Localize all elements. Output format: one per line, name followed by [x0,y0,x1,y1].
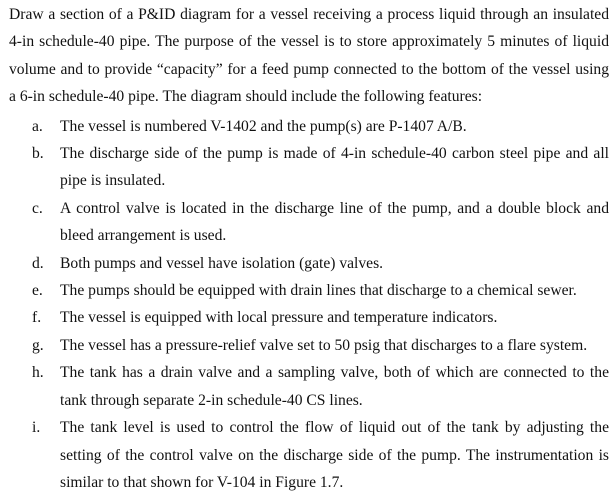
item-marker: f. [32,309,42,327]
item-line: bleed arrangement is used. [60,227,227,245]
feature-item-g [9,332,609,359]
feature-item-f [9,304,609,331]
item-line: setting of the control valve on the discharge side of the pump. The instrumentation is [60,446,609,464]
intro-line: volume and to provide “capacity” for a feed pump connected to the bottom of the vessel using [9,60,609,78]
item-text [60,359,609,414]
item-text [60,332,609,359]
item-marker: e. [32,282,43,300]
feature-item-c [9,195,609,250]
item-text [60,277,609,304]
intro-line: Draw a section of a P&ID diagram for a vessel receiving a process liquid through an insulated [9,6,609,23]
item-text [60,113,609,140]
item-line: pipe is insulated. [60,172,166,190]
item-text [60,414,609,496]
item-marker: h. [32,364,44,382]
feature-item-a [9,113,609,140]
feature-item-e [9,277,609,304]
item-text [60,140,609,195]
intro-paragraph [9,0,609,111]
feature-list [9,113,609,497]
item-marker: a. [32,117,43,135]
item-marker: g. [32,336,44,354]
item-text [60,195,609,250]
feature-item-d [9,250,609,277]
item-line: tank through separate 2-in schedule-40 CS lines. [60,391,363,409]
item-line: The tank level is used to control the flow of liquid out of the tank by adjusting the [60,419,609,437]
item-line: The vessel has a pressure-relief valve set to 50 psig that discharges to a flare system. [60,336,588,354]
feature-item-h [9,359,609,414]
item-line: The tank has a drain valve and a sampling valve, both of which are connected to the [60,364,609,382]
item-marker: i. [32,419,41,437]
intro-line: a 6-in schedule-40 pipe. The diagram should include the following features: [9,88,483,106]
item-marker: c. [32,199,43,217]
item-text [60,304,609,331]
feature-item-i [9,414,609,496]
item-line: A control valve is located in the discharge line of the pump, and a double block and [60,199,609,217]
intro-line: 4-in schedule-40 pipe. The purpose of the vessel is to store approximately 5 minutes of liquid [9,33,609,51]
item-marker: b. [32,145,44,163]
item-line: The vessel is equipped with local pressure and temperature indicators. [60,309,498,327]
feature-item-b [9,140,609,195]
item-marker: d. [32,254,44,272]
item-text [60,250,609,277]
item-line: The discharge side of the pump is made of 4-in schedule-40 carbon steel pipe and all [60,145,609,163]
item-line: Both pumps and vessel have isolation (gate) valves. [60,254,384,272]
item-line: The vessel is numbered V-1402 and the pump(s) are P-1407 A/B. [60,117,467,135]
item-line: The pumps should be equipped with drain lines that discharge to a chemical sewer. [60,282,577,300]
item-line: similar to that shown for V-104 in Figure 1.7. [60,473,344,491]
